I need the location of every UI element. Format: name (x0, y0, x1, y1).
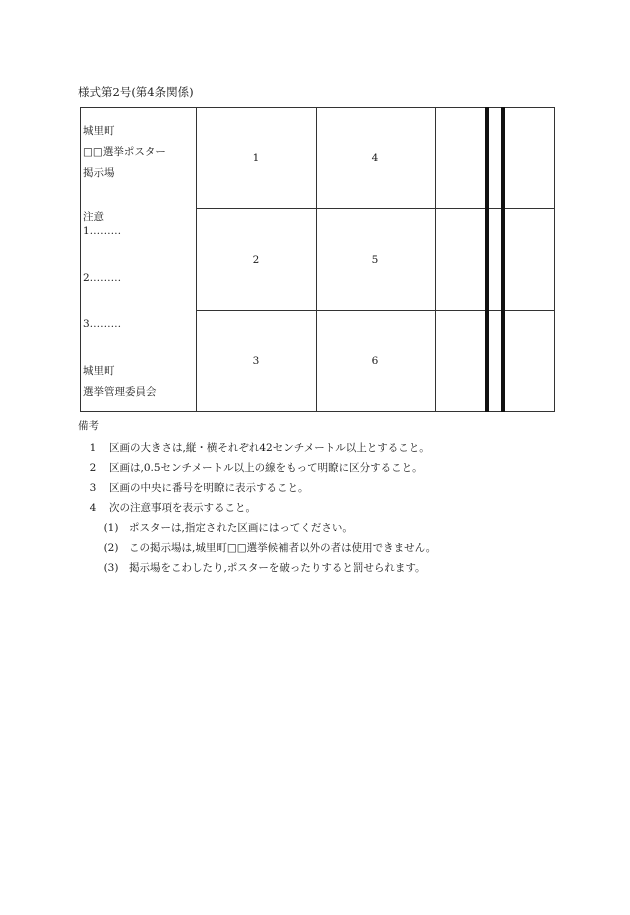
board-title-line-1: 城里町 (83, 125, 115, 137)
remark-item (78, 458, 436, 478)
form-title: 様式第2号(第4条関係) (78, 85, 194, 99)
remarks-section (78, 418, 436, 578)
grid-border-top (80, 107, 555, 108)
committee-line-2: 選挙管理委員会 (83, 386, 157, 398)
remark-item (78, 438, 436, 458)
remark-subitem-text: 掲示場をこわしたり,ポスターを破ったりすると罰せられます。 (129, 562, 426, 574)
remark-subitem-text: この掲示場は,城里町□□選挙候補者以外の者は使用できません。 (129, 542, 437, 554)
committee-line-1: 城里町 (83, 365, 115, 377)
remark-subitem (78, 518, 436, 538)
grid-col-divider-2 (316, 107, 317, 412)
grid-thick-divider-1 (485, 107, 489, 412)
cell-number: 6 (371, 355, 379, 367)
remark-text: 次の注意事項を表示すること。 (109, 502, 256, 514)
poster-board-grid (80, 107, 555, 412)
cell-number: 3 (252, 355, 260, 367)
remark-text: 区画の大きさは,縦・横それぞれ42センチメートル以上とすること。 (109, 442, 430, 454)
notice-heading: 注意 (83, 211, 104, 223)
remark-subitem-text: ポスターは,指定された区画にはってください。 (129, 522, 353, 534)
cell-number: 5 (371, 254, 379, 266)
cell-number: 1 (252, 152, 260, 164)
remark-subitem (78, 558, 436, 578)
grid-border-right (554, 107, 555, 412)
grid-border-bottom (80, 411, 555, 412)
board-title-line-3: 掲示場 (83, 167, 115, 179)
remark-number: 4 (89, 502, 97, 514)
remark-number: 1 (89, 442, 97, 454)
cell-number: 4 (371, 152, 379, 164)
notice-item-3: 3……… (83, 318, 122, 330)
remark-subitem-number: (1) (103, 522, 119, 534)
remark-item (78, 478, 436, 498)
grid-col-divider-3 (435, 107, 436, 412)
remark-subitem (78, 538, 436, 558)
cell-number: 2 (252, 254, 260, 266)
remark-item (78, 498, 436, 518)
remark-number: 3 (89, 482, 97, 494)
remarks-heading: 備考 (78, 420, 99, 432)
remark-text: 区画は,0.5センチメートル以上の線をもって明瞭に区分すること。 (109, 462, 423, 474)
grid-col-divider-1 (196, 107, 197, 412)
grid-border-left (80, 107, 81, 412)
notice-item-1: 1……… (83, 225, 122, 237)
remark-number: 2 (89, 462, 97, 474)
board-title-line-2: □□選挙ポスター (83, 146, 166, 158)
grid-thick-divider-2 (501, 107, 505, 412)
remark-text: 区画の中央に番号を明瞭に表示すること。 (109, 482, 309, 494)
remark-subitem-number: (3) (103, 562, 119, 574)
notice-item-2: 2……… (83, 272, 122, 284)
remark-subitem-number: (2) (103, 542, 119, 554)
